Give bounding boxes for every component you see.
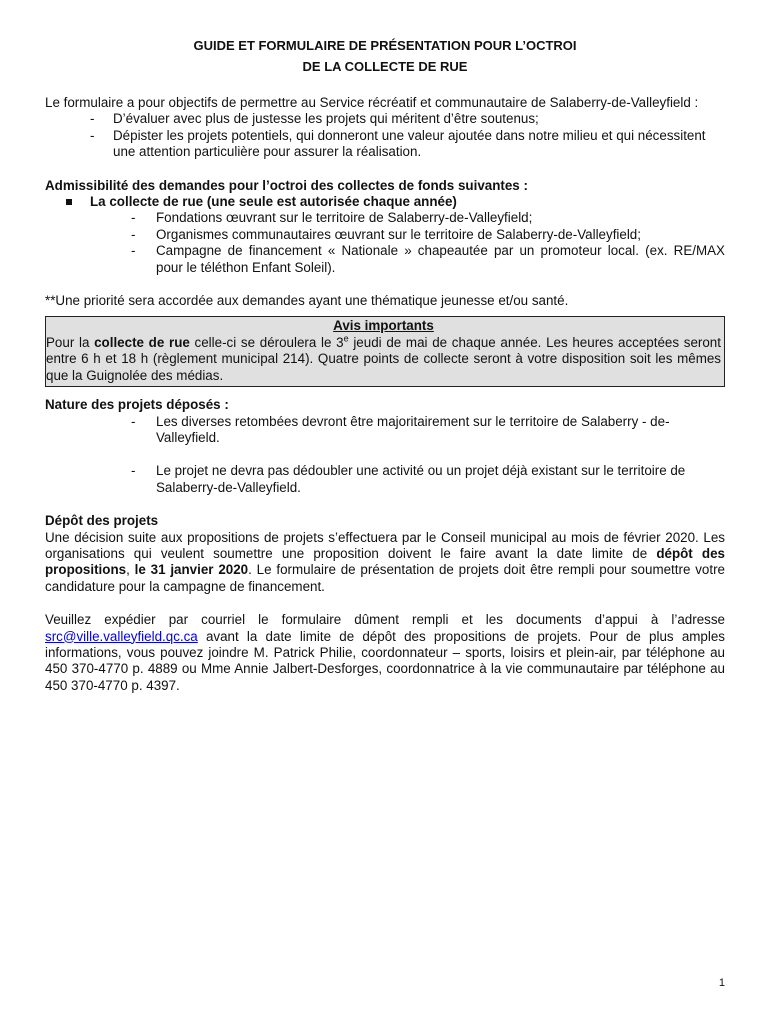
notice-bold-collecte: collecte de rue [94,334,190,350]
eligibility-heading: Admissibilité des demandes pour l’octroi des collectes de fonds suivantes : [45,177,528,193]
list-item: - Organismes communautaires œuvrant sur le territoire de Salaberry-de-Valleyfield; [45,227,725,243]
eligibility-list [45,210,725,276]
nature-heading: Nature des projets déposés : [45,397,229,413]
list-item: - Dépister les projets potentiels, qui donneront une valeur ajoutée dans notre milieu et qui nécessitent une attention particulière pour assurer la réalisation. [45,128,725,161]
notice-text: Pour la collecte de rue celle-ci se déroulera le 3e jeudi de mai de chaque année. Les heures acceptées seront entre 6 h et 18 h (règlement municipal 214). Quatre points de collecte seront à votre disposition soit les mêmes que la Guignolée des médias. [46,333,721,383]
email-link[interactable]: src@ville.valleyfield.qc.ca [45,628,198,644]
list-item: - D’évaluer avec plus de justesse les projets qui méritent d’être soutenus; [45,111,725,127]
contact-paragraph: Veuillez expédier par courriel le formulaire dûment rempli et les documents d’appui à l’adresse src@ville.valleyfield.qc.ca avant la date limite de dépôt des propositions de projets. Pour de plus amples informations, vous pouvez joindre M. Patrick Philie, coordonnateur – sports, loisirs et plein-air, par téléphone au 450 370-4770 p. 4889 ou Mme Annie Jalbert-Desforges, coordonnatrice à la vie communautaire par téléphone au 450 370-4770 p. 4397. [45,612,725,693]
deposit-paragraph: Une décision suite aux propositions de projets s’effectuera par le Conseil municipal au mois de février 2020. Les organisations qui veulent soumettre une proposition doivent le faire avant la date limite de dépôt des propositions, le 31 janvier 2020. Le formulaire de présentation de projets doit être rempli pour soumettre votre candidature pour la campagne de financement. [45,529,725,594]
nature-list [45,414,725,497]
document-title [45,35,725,77]
eligibility-bullet: La collecte de rue (une seule est autorisée chaque année) [45,194,725,210]
notice-title: Avis importants [333,318,434,334]
list-item: - Les diverses retombées devront être majoritairement sur le territoire de Salaberry - de-Valleyfield. [45,414,725,447]
priority-note: **Une priorité sera accordée aux demandes ayant une thématique jeunesse et/ou santé. [45,293,569,309]
page-number: 1 [718,977,725,989]
intro-paragraph: Le formulaire a pour objectifs de permettre au Service récréatif et communautaire de Salaberry-de-Valleyfield : [45,95,699,110]
document-page [45,35,725,694]
title-line-1: GUIDE ET FORMULAIRE DE PRÉSENTATION POUR L’OCTROI [193,38,577,53]
important-notice-box [45,316,725,387]
title-line-2: DE LA COLLECTE DE RUE [302,59,468,74]
list-item: - Campagne de financement « Nationale » chapeautée par un promoteur local. (ex. RE/MAX pour le téléthon Enfant Soleil). [45,243,725,276]
deposit-heading: Dépôt des projets [45,513,159,529]
intro-list [45,111,725,160]
list-item: - Fondations œuvrant sur le territoire de Salaberry-de-Valleyfield; [45,210,725,226]
list-item: - Le projet ne devra pas dédoubler une activité ou un projet déjà existant sur le territoire de Salaberry-de-Valleyfield. [45,463,725,496]
